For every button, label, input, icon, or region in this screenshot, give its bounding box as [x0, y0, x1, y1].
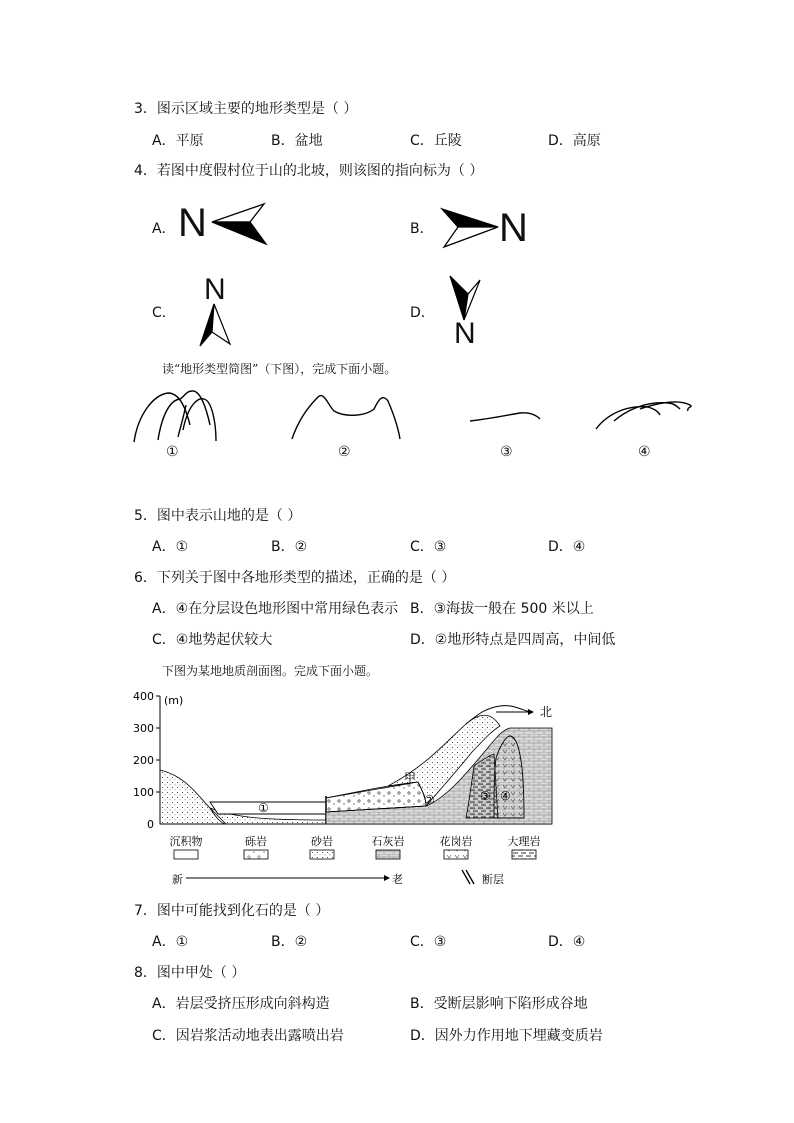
q5-option-b[interactable]: B．②: [271, 539, 308, 555]
question-4-stem: 4．若图中度假村位于山的北坡，则该图的指向标为（ ）: [134, 163, 484, 179]
q6-option-a[interactable]: A．④在分层设色地形图中常用绿色表示: [152, 601, 399, 617]
q8-option-d[interactable]: D．因外力作用地下埋藏变质岩: [410, 1028, 603, 1044]
q3-option-b[interactable]: B．盆地: [271, 133, 323, 149]
legend-sediment-swatch: [174, 850, 198, 859]
fault-label: 断层: [482, 873, 504, 886]
question-7-stem: 7．图中可能找到化石的是（ ）: [134, 903, 330, 919]
q5-option-c[interactable]: C．③: [410, 539, 447, 555]
question-3-stem: 3．图示区域主要的地形类型是（ ）: [134, 101, 358, 117]
q4-option-b[interactable]: B．: [410, 221, 434, 237]
q4-option-c[interactable]: C．: [152, 305, 176, 321]
new-label: 新: [172, 873, 183, 886]
profile-intro-text: 下图为某地地质剖面图。完成下面小题。: [162, 664, 379, 678]
marker-2: ②: [424, 793, 435, 807]
question-6-stem: 6．下列关于图中各地形类型的描述，正确的是（ ）: [134, 570, 456, 586]
legend-conglomerate-label: 砾岩: [245, 835, 267, 848]
q7-option-c[interactable]: C．③: [410, 934, 447, 950]
marker-3: ③: [480, 789, 491, 803]
q6-option-c[interactable]: C．④地势起伏较大: [152, 632, 273, 648]
y-tick-0: 0: [147, 818, 154, 831]
terrain-intro-text: 读“地形类型简图”（下图），完成下面小题。: [162, 362, 397, 376]
terrain-sketches: [128, 385, 698, 470]
jia-label: 甲: [404, 771, 417, 785]
q5-option-a[interactable]: A．①: [152, 539, 189, 555]
legend-marble-label: 大理岩: [507, 835, 541, 848]
q5-option-d[interactable]: D．④: [548, 539, 586, 555]
legend-limestone-swatch: [376, 850, 400, 859]
terrain-3-plain-sketch: [470, 413, 540, 421]
terrain-1-mountain-sketch: [134, 393, 190, 442]
marker-1: ①: [258, 801, 269, 815]
q6-option-b[interactable]: B．③海拔一般在 500 米以上: [410, 601, 594, 617]
q3-option-a[interactable]: A．平原: [152, 133, 204, 149]
question-8-stem: 8．图中甲处（ ）: [134, 965, 246, 981]
q6-option-d[interactable]: D．②地形特点是四周高，中间低: [410, 632, 616, 648]
legend-granite-swatch: [444, 850, 468, 859]
q4-b-north-arrow-icon: [440, 205, 500, 251]
q7-option-b[interactable]: B．②: [271, 934, 308, 950]
legend-sediment-label: 沉积物: [169, 835, 203, 848]
q4-option-d[interactable]: D．: [410, 305, 435, 321]
legend-granite-label: 花岗岩: [439, 835, 473, 848]
q7-option-a[interactable]: A．①: [152, 934, 189, 950]
q3-option-d[interactable]: D．高原: [548, 133, 601, 149]
y-tick-200: 200: [133, 754, 154, 767]
q4-d-north-letter: N: [454, 317, 476, 350]
q8-option-a[interactable]: A．岩层受挤压形成向斜构造: [152, 996, 330, 1012]
y-tick-400: 400: [133, 690, 154, 703]
y-tick-100: 100: [133, 786, 154, 799]
geological-profile: [126, 686, 566, 891]
question-5-stem: 5．图中表示山地的是（ ）: [134, 508, 302, 524]
q7-option-d[interactable]: D．④: [548, 934, 586, 950]
q8-option-b[interactable]: B．受断层影响下陷形成谷地: [410, 996, 588, 1012]
terrain-4-hills-sketch: [596, 407, 660, 429]
q4-c-north-letter: N: [204, 273, 226, 306]
q4-b-north-letter: N: [499, 206, 528, 250]
y-tick-300: 300: [133, 722, 154, 735]
marker-4: ④: [500, 789, 511, 803]
terrain-4-label: ④: [638, 444, 651, 460]
legend-conglomerate-swatch: [244, 850, 268, 859]
terrain-1-label: ①: [166, 444, 179, 460]
legend-limestone-label: 石灰岩: [371, 835, 405, 848]
fault-symbol-icon: [462, 870, 474, 884]
unit-label: (m): [164, 694, 184, 707]
legend-sandstone-label: 砂岩: [311, 835, 333, 848]
legend-sandstone-swatch: [310, 850, 334, 859]
q8-option-c[interactable]: C．因岩浆活动地表出露喷出岩: [152, 1028, 344, 1044]
q3-option-c[interactable]: C．丘陵: [410, 133, 462, 149]
q4-a-north-letter: N: [178, 201, 207, 245]
q4-option-a[interactable]: A．: [152, 221, 176, 237]
q4-c-north-arrow-icon: [196, 302, 236, 350]
north-label: 北: [540, 705, 553, 719]
old-label: 老: [392, 873, 403, 886]
terrain-2-label: ②: [338, 444, 351, 460]
terrain-2-basin-sketch: [292, 396, 400, 439]
terrain-3-label: ③: [500, 444, 513, 460]
legend-marble-swatch: [512, 850, 536, 859]
q4-a-north-arrow-icon: [210, 200, 270, 248]
